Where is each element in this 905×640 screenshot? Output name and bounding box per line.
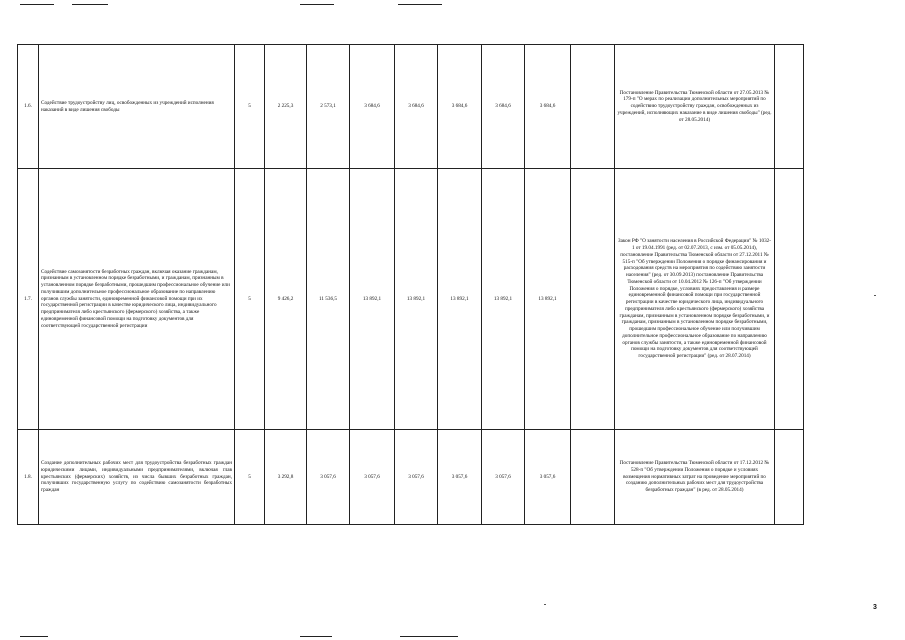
page-number: 3	[873, 604, 877, 611]
value-cell: 9 426,2	[265, 169, 307, 430]
measure-description: Создание дополнительных рабочих мест для трудоустройства безработных граждан юридическими лицами, индивидуальными предпринимателями, включая глав крестьянских (фермерских) хозяйств, из числа бывших безработных граждан, получивших государственную услугу по содействию самозанятости безработных граждан	[39, 430, 235, 525]
table-row	[18, 169, 804, 430]
value-cell: 3 684,6	[482, 45, 525, 169]
empty-cell	[571, 45, 615, 169]
row-number: 1.7.	[18, 169, 39, 430]
value-cell: 13 892,1	[525, 169, 571, 430]
value-cell: 3 684,6	[525, 45, 571, 169]
program-measures-table	[17, 44, 804, 525]
measure-description: Содействие трудоустройству лиц, освобожденных из учреждений исполнения наказаний в виде лишения свободы	[39, 45, 235, 169]
value-cell: 3 057,6	[350, 430, 395, 525]
value-cell: 2 225,3	[265, 45, 307, 169]
empty-cell	[571, 430, 615, 525]
value-cell: 3 684,6	[395, 45, 438, 169]
empty-cell	[775, 45, 804, 169]
unit-cell: 5	[235, 45, 265, 169]
table-row	[18, 45, 804, 169]
value-cell: 3 684,6	[438, 45, 482, 169]
empty-cell	[775, 169, 804, 430]
scan-edge-line	[300, 4, 334, 5]
value-cell: 13 892,1	[350, 169, 395, 430]
scan-edge-line	[20, 4, 54, 5]
value-cell: 3 292,8	[265, 430, 307, 525]
value-cell: 3 057,6	[395, 430, 438, 525]
measure-description: Содействие самозанятости безработных граждан, включая оказание гражданам, признанным в установленном порядке безработными, и гражданам, признанным в установленном порядке безработными, прошедшим профессиональное обучение или получившим дополнительное профессиональное образование по направлению органов службы занятости, единовременной финансовой помощи при их государственной регистрации в качестве юридического лица, индивидуального предпринимателя либо крестьянского (фермерского) хозяйства, а также единовременной финансовой помощи на подготовку документов для соответствующей государственной регистрации	[39, 169, 235, 430]
value-cell: 3 057,6	[307, 430, 350, 525]
scan-speck	[874, 295, 876, 296]
value-cell: 13 892,1	[395, 169, 438, 430]
scan-speck	[544, 604, 546, 605]
value-cell: 13 892,1	[482, 169, 525, 430]
table-row	[18, 430, 804, 525]
row-number: 1.6.	[18, 45, 39, 169]
scan-edge-line	[400, 636, 458, 637]
scan-edge-line	[72, 4, 108, 5]
value-cell: 13 892,1	[438, 169, 482, 430]
legal-basis: Постановление Правительства Тюменской области от 27.05.2013 № 179-п "О мерах по реализации дополнительных мероприятий по содействию трудоустройству граждан, освобожденных из учреждений, исполняющих наказание в виде лишения свободы" (ред. от 28.05.2014)	[615, 45, 775, 169]
empty-cell	[571, 169, 615, 430]
value-cell: 3 057,6	[482, 430, 525, 525]
unit-cell: 5	[235, 169, 265, 430]
scan-edge-line	[300, 636, 332, 637]
row-number: 1.8.	[18, 430, 39, 525]
value-cell: 11 536,5	[307, 169, 350, 430]
value-cell: 2 573,1	[307, 45, 350, 169]
value-cell: 3 684,6	[350, 45, 395, 169]
legal-basis: Закон РФ "О занятости населения в Российской Федерации" № 1032-1 от 19.04.1991 (ред. от 02.07.2013, с изм. от 05.05.2014), постановление Правительства Тюменской области от 27.12.2011 № 515-п "Об утверждении Положения о порядке финансирования и расходования средств на мероприятия по содействию занятости населения" (ред. от 30.09.2013) постановление Правительства Тюменской области от 10.04.2012 № 126-п "Об утверждении Положения о порядке, условиях предоставления и размере единовременной финансовой помощи при государственной регистрации в качестве юридического лица, индивидуального предпринимателя либо крестьянского (фермерского) хозяйства гражданам, признанным в установленном порядке безработными, и гражданам, признанным в установленном порядке безработными, прошедшим профессиональное обучение или получившим дополнительное профессиональное образование по направлению органов службы занятости, а также единовременной финансовой помощи на подготовку документов для соответствующей государственной регистрации" (ред. от 28.07.2014)	[615, 169, 775, 430]
empty-cell	[775, 430, 804, 525]
scan-edge-line	[398, 4, 442, 5]
value-cell: 3 057,6	[438, 430, 482, 525]
legal-basis: Постановление Правительства Тюменской области от 17.12.2012 № 528-п "Об утверждении Положения о порядке и условиях возмещения нормативных затрат на проведение мероприятий по созданию дополнительных рабочих мест для трудоустройства безработных граждан" (в ред. от 28.05.2014)	[615, 430, 775, 525]
scan-edge-line	[20, 636, 48, 637]
value-cell: 3 057,6	[525, 430, 571, 525]
unit-cell: 5	[235, 430, 265, 525]
